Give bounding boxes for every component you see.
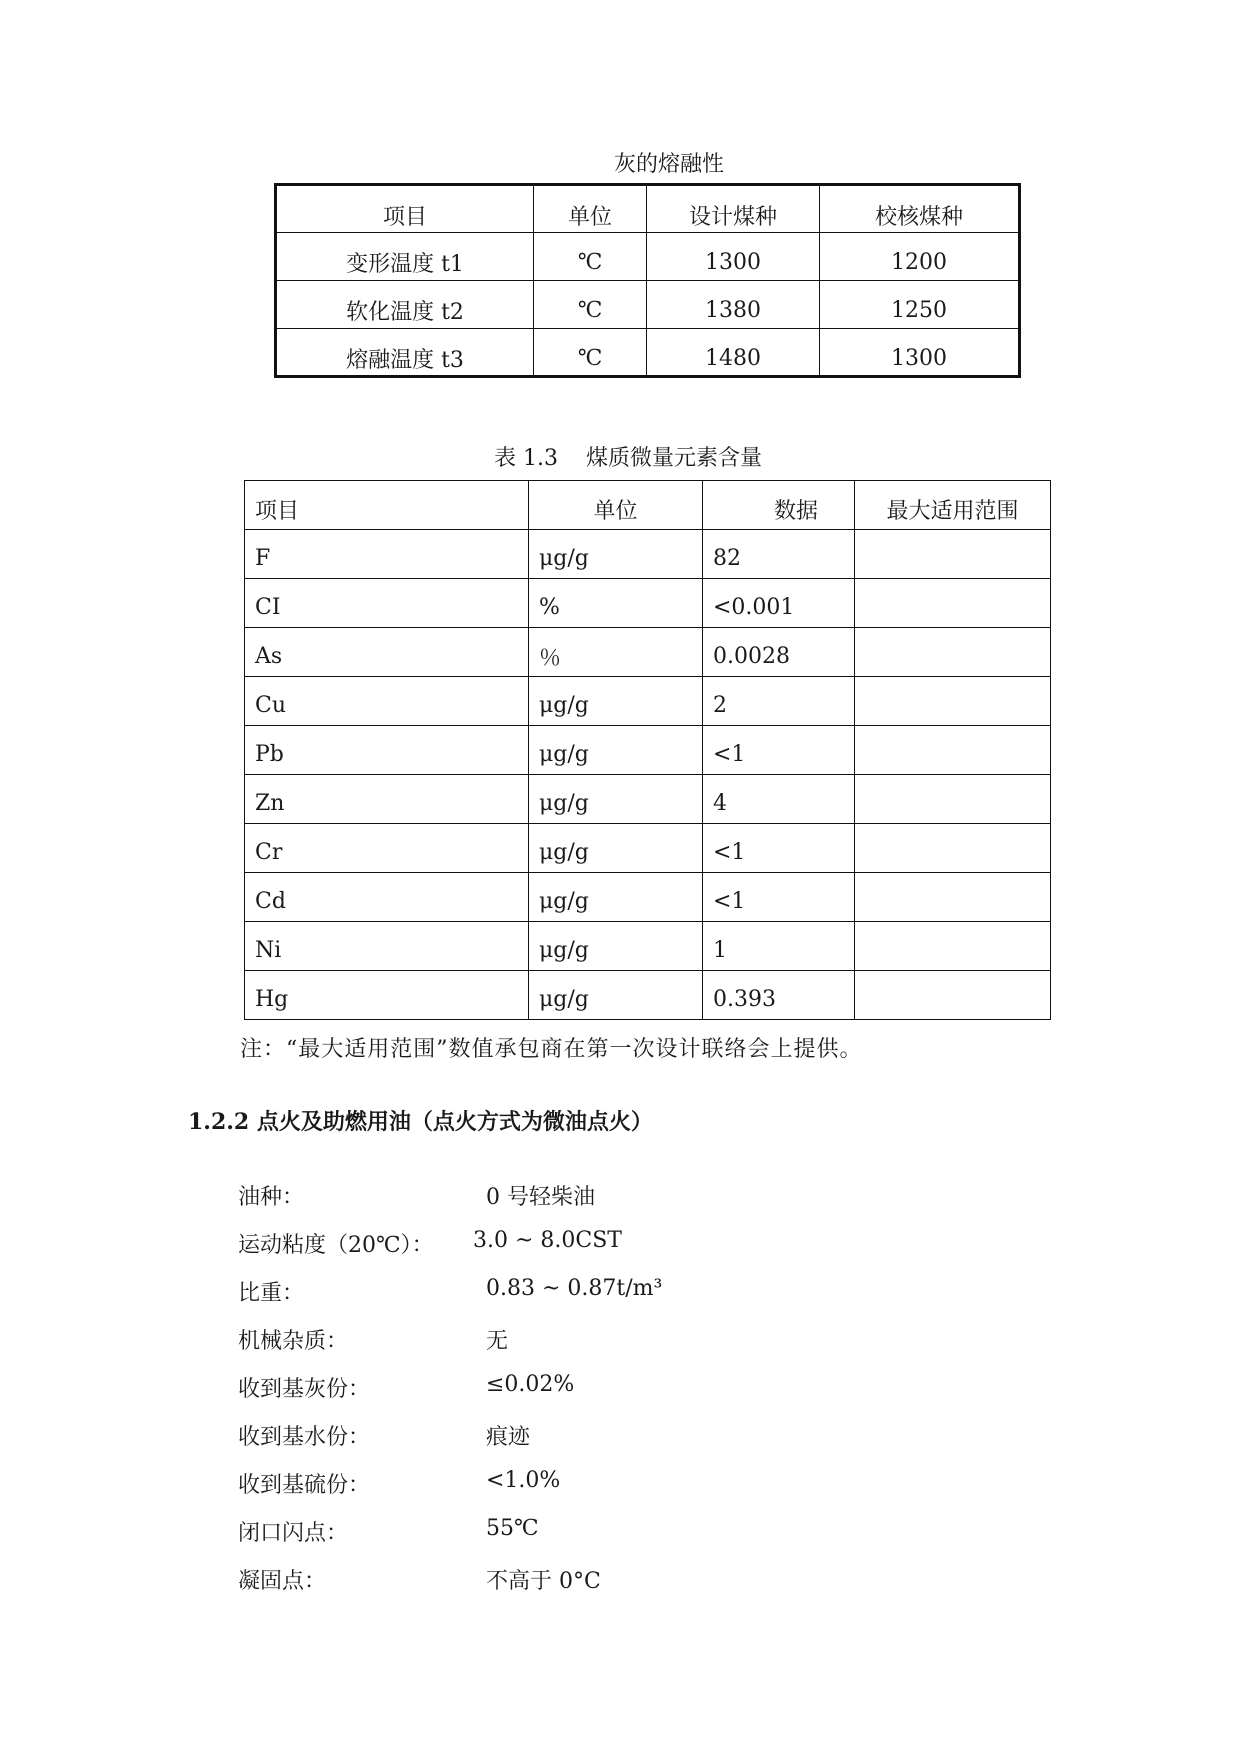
- table-row: [245, 873, 1051, 922]
- table-cell: 1480: [647, 329, 820, 377]
- spec-value: 0 号轻柴油: [486, 1185, 595, 1210]
- table-cell: 1200: [820, 233, 1020, 281]
- spec-label: 运动粘度（20℃）：: [238, 1233, 434, 1258]
- table-cell: [855, 677, 1051, 726]
- table-cell: <1: [703, 824, 855, 873]
- header-cell-item: 项目: [245, 481, 529, 530]
- table-cell: 0.393: [703, 971, 855, 1020]
- spec-value: 0.83 ~ 0.87t/m³: [486, 1276, 663, 1301]
- trace-element-table: [244, 480, 1051, 1020]
- table-row: [245, 726, 1051, 775]
- spec-label: 油种：: [238, 1185, 305, 1210]
- spec-row-sulfur-content: [238, 1468, 938, 1516]
- spec-value: 不高于 0°C: [486, 1569, 601, 1594]
- spec-value: 痕迹: [486, 1425, 531, 1450]
- table-cell: μg/g: [529, 971, 703, 1020]
- ash-fusibility-table: [274, 183, 1021, 378]
- spec-row-water-content: [238, 1420, 938, 1468]
- table-row: [245, 530, 1051, 579]
- table-cell: 软化温度 t2: [276, 281, 534, 329]
- spec-value: ≤0.02%: [486, 1372, 575, 1397]
- ash-table-caption: 灰的熔融性: [614, 152, 725, 177]
- table-cell: 0.0028: [703, 628, 855, 677]
- table-cell: F: [245, 530, 529, 579]
- table-cell: Hg: [245, 971, 529, 1020]
- spec-value: 55℃: [486, 1516, 539, 1541]
- table-cell: <0.001: [703, 579, 855, 628]
- table-cell: %: [529, 579, 703, 628]
- header-cell-max-range: 最大适用范围: [855, 481, 1051, 530]
- table-cell: Cd: [245, 873, 529, 922]
- table-cell: 1250: [820, 281, 1020, 329]
- table-row: [276, 281, 1020, 329]
- header-cell-unit: 单位: [534, 185, 647, 233]
- table-cell: 1380: [647, 281, 820, 329]
- spec-value: <1.0%: [486, 1468, 561, 1493]
- table-row: [245, 971, 1051, 1020]
- table-cell: <1: [703, 726, 855, 775]
- table-cell: 熔融温度 t3: [276, 329, 534, 377]
- header-cell-data: 数据: [703, 481, 855, 530]
- table-cell: Pb: [245, 726, 529, 775]
- table-cell: 2: [703, 677, 855, 726]
- table-note: 注：“最大适用范围”数值承包商在第一次设计联络会上提供。: [240, 1037, 863, 1062]
- table-row: [245, 677, 1051, 726]
- trace-table-caption: 表 1.3 煤质微量元素含量: [494, 446, 762, 471]
- spec-label: 机械杂质：: [238, 1329, 349, 1354]
- table-cell: [855, 971, 1051, 1020]
- spec-row-oil-type: [238, 1180, 938, 1228]
- table-cell: [855, 628, 1051, 677]
- table-cell: 1: [703, 922, 855, 971]
- spec-label: 收到基硫份：: [238, 1473, 371, 1498]
- table-cell: [855, 579, 1051, 628]
- table-header-row: [276, 185, 1020, 233]
- table-cell: ℃: [534, 329, 647, 377]
- table-cell: 82: [703, 530, 855, 579]
- table-cell: μg/g: [529, 824, 703, 873]
- spec-value: 无: [486, 1329, 509, 1354]
- table-cell: As: [245, 628, 529, 677]
- spec-value: 3.0 ~ 8.0CST: [473, 1228, 622, 1253]
- header-cell-design-coal: 设计煤种: [647, 185, 820, 233]
- section-heading: 1.2.2 点火及助燃用油（点火方式为微油点火）: [188, 1109, 653, 1135]
- table-cell: Cr: [245, 824, 529, 873]
- table-row: [245, 824, 1051, 873]
- table-cell: μg/g: [529, 775, 703, 824]
- table-cell: μg/g: [529, 530, 703, 579]
- header-cell-check-coal: 校核煤种: [820, 185, 1020, 233]
- spec-row-ash-content: [238, 1372, 938, 1420]
- table-cell: [855, 530, 1051, 579]
- table-cell: μg/g: [529, 677, 703, 726]
- table-cell: 1300: [647, 233, 820, 281]
- table-cell: 变形温度 t1: [276, 233, 534, 281]
- table-cell: Ni: [245, 922, 529, 971]
- table-cell: CI: [245, 579, 529, 628]
- spec-label: 凝固点：: [238, 1569, 327, 1594]
- table-row: [276, 233, 1020, 281]
- table-row: [276, 329, 1020, 377]
- spec-row-viscosity: [238, 1228, 938, 1276]
- table-cell: μg/g: [529, 873, 703, 922]
- spec-row-freezing-point: [238, 1564, 938, 1612]
- table-cell: ℃: [534, 233, 647, 281]
- table-cell: ℃: [534, 281, 647, 329]
- table-cell: [855, 824, 1051, 873]
- table-cell: Zn: [245, 775, 529, 824]
- table-row: [245, 922, 1051, 971]
- spec-label: 比重：: [238, 1281, 305, 1306]
- table-cell: ％: [529, 628, 703, 677]
- spec-row-flash-point: [238, 1516, 938, 1564]
- table-row: [245, 579, 1051, 628]
- header-cell-unit: 单位: [529, 481, 703, 530]
- table-cell: 1300: [820, 329, 1020, 377]
- table-cell: [855, 775, 1051, 824]
- table-cell: Cu: [245, 677, 529, 726]
- table-header-row: [245, 481, 1051, 530]
- table-row: [245, 775, 1051, 824]
- oil-spec-list: [238, 1180, 938, 1612]
- table-cell: 4: [703, 775, 855, 824]
- spec-label: 收到基水份：: [238, 1425, 371, 1450]
- table-row: [245, 628, 1051, 677]
- table-cell: μg/g: [529, 726, 703, 775]
- spec-row-specific-gravity: [238, 1276, 938, 1324]
- header-cell-item: 项目: [276, 185, 534, 233]
- spec-label: 闭口闪点：: [238, 1521, 349, 1546]
- table-cell: μg/g: [529, 922, 703, 971]
- table-cell: <1: [703, 873, 855, 922]
- table-cell: [855, 726, 1051, 775]
- spec-label: 收到基灰份：: [238, 1377, 371, 1402]
- spec-row-mechanical-impurities: [238, 1324, 938, 1372]
- table-cell: [855, 873, 1051, 922]
- table-cell: [855, 922, 1051, 971]
